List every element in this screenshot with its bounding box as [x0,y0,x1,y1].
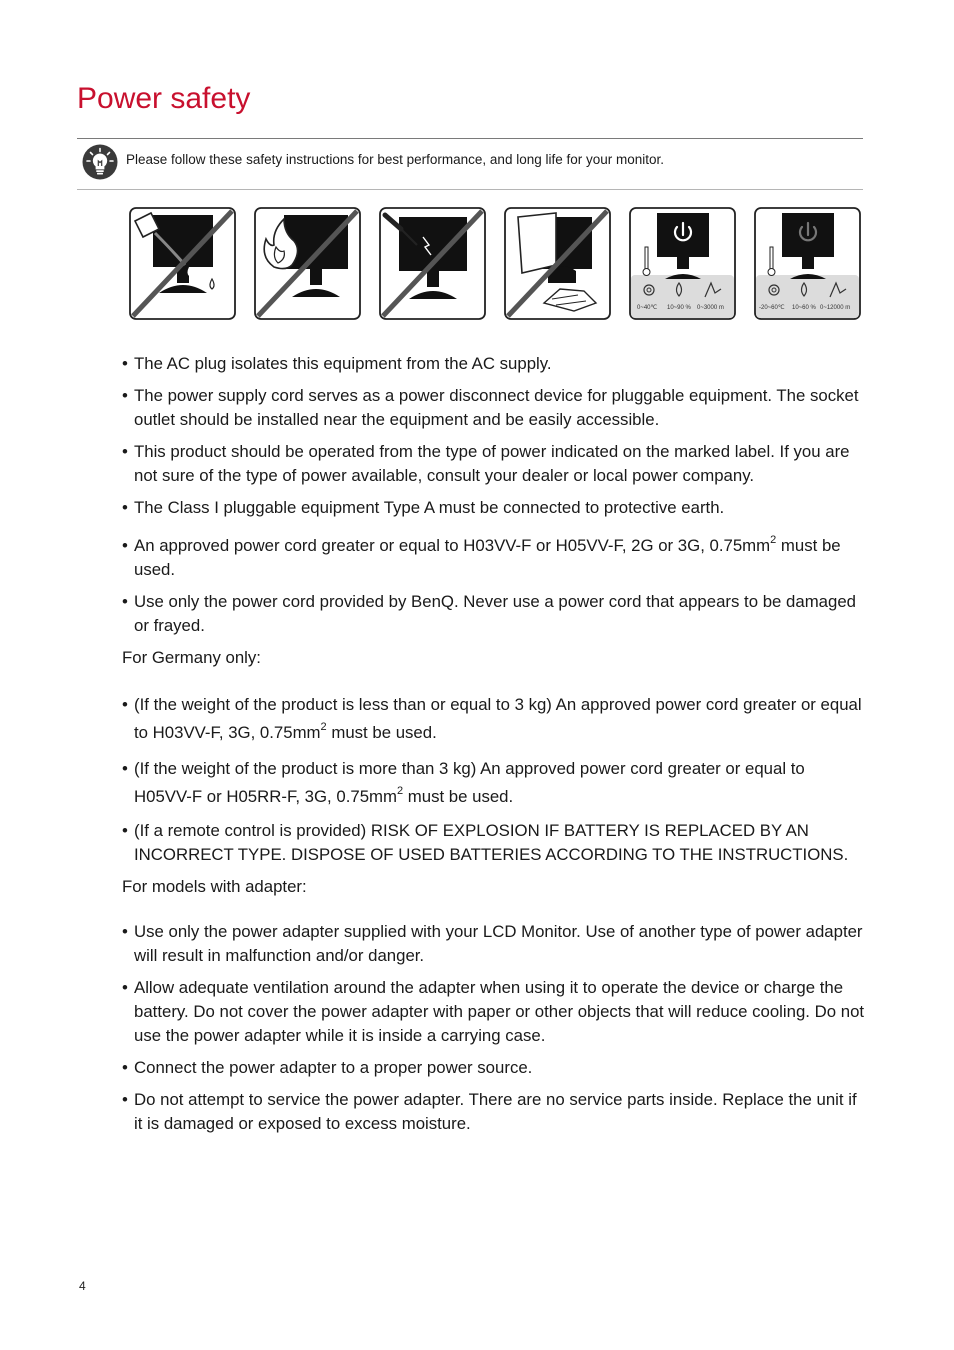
safety-instructions [122,352,867,1144]
list-item-power-cord: • An approved power cord greater or equal to H03VV-F or H05VV-F, 2G or 3G, $0.75mm^2$ must be used. [122,534,841,579]
list-item: • Connect the power adapter to a proper power source. [122,1058,533,1077]
operating-humidity: 10~90 % [667,305,691,311]
no-disassembly-icon [379,207,486,320]
germany-heading: For Germany only: [122,648,261,667]
list-item-remote-warning: • (If a remote control is provided) RISK OF EXPLOSION IF BATTERY IS REPLACED BY AN INCORRECT TYPE. DISPOSE OF USED BATTERIES ACCORDING TO THE INSTRUCTIONS. [122,821,849,864]
list-item: • The Class I pluggable equipment Type A must be connected to protective earth. [122,498,725,517]
operating-altitude: 0~3000 m [697,305,724,311]
list-item: • Use only the power cord provided by BenQ. Never use a power cord that appears to be damaged or frayed. [122,592,857,635]
top-rule [77,138,863,139]
no-cover-ventilation-icon [504,207,611,320]
list-item: • Allow adequate ventilation around the adapter when using it to operate the device or charge the battery. Do not cover the power adapter with paper or other objects that will reduce cooling. Do not use the power adapter while it is inside a carrying case. [122,978,865,1045]
lightbulb-icon [82,144,118,180]
safety-pictograms [129,207,864,323]
list-item-germany-heavy: • (If the weight of the product is more than 3 kg) An approved power cord greater or equal to H05VV-F or H05RR-F, 3G, $0.75mm^2$ must be used. [122,759,805,806]
operating-temp: 0~40℃ [637,305,658,311]
no-fire-icon [254,207,361,320]
storage-environment-icon [754,207,861,320]
page-number: 4 [79,1279,86,1293]
list-item: • The AC plug isolates this equipment from the AC supply. [122,354,552,373]
no-liquid-spill-icon [129,207,236,320]
operating-environment-icon [629,207,736,320]
page-title: Power safety [77,82,251,115]
storage-humidity: 10~60 % [792,305,816,311]
storage-altitude: 0~12000 m [820,305,851,311]
adapter-heading: For models with adapter: [122,877,307,896]
list-item: • Do not attempt to service the power adapter. There are no service parts inside. Replace the unit if it is damaged or exposed to excess moisture. [122,1090,857,1133]
list-item: • The power supply cord serves as a power disconnect device for pluggable equipment. The socket outlet should be installed near the equipment and be easily accessible. [122,386,859,429]
list-item: • This product should be operated from the type of power indicated on the marked label. If you are not sure of the type of power available, consult your dealer or local power company. [122,442,850,485]
list-item: • Use only the power adapter supplied with your LCD Monitor. Use of another type of power adapter will result in malfunction and/or danger. [122,922,863,965]
bottom-rule [77,189,863,190]
safety-note: Please follow these safety instructions for best performance, and long life for your monitor. [126,152,665,167]
list-item-germany-light: • (If the weight of the product is less than or equal to 3 kg) An approved power cord greater or equal to H03VV-F, 3G, $0.75mm^2$ must be used. [122,695,862,742]
storage-temp: -20~60℃ [759,305,785,311]
